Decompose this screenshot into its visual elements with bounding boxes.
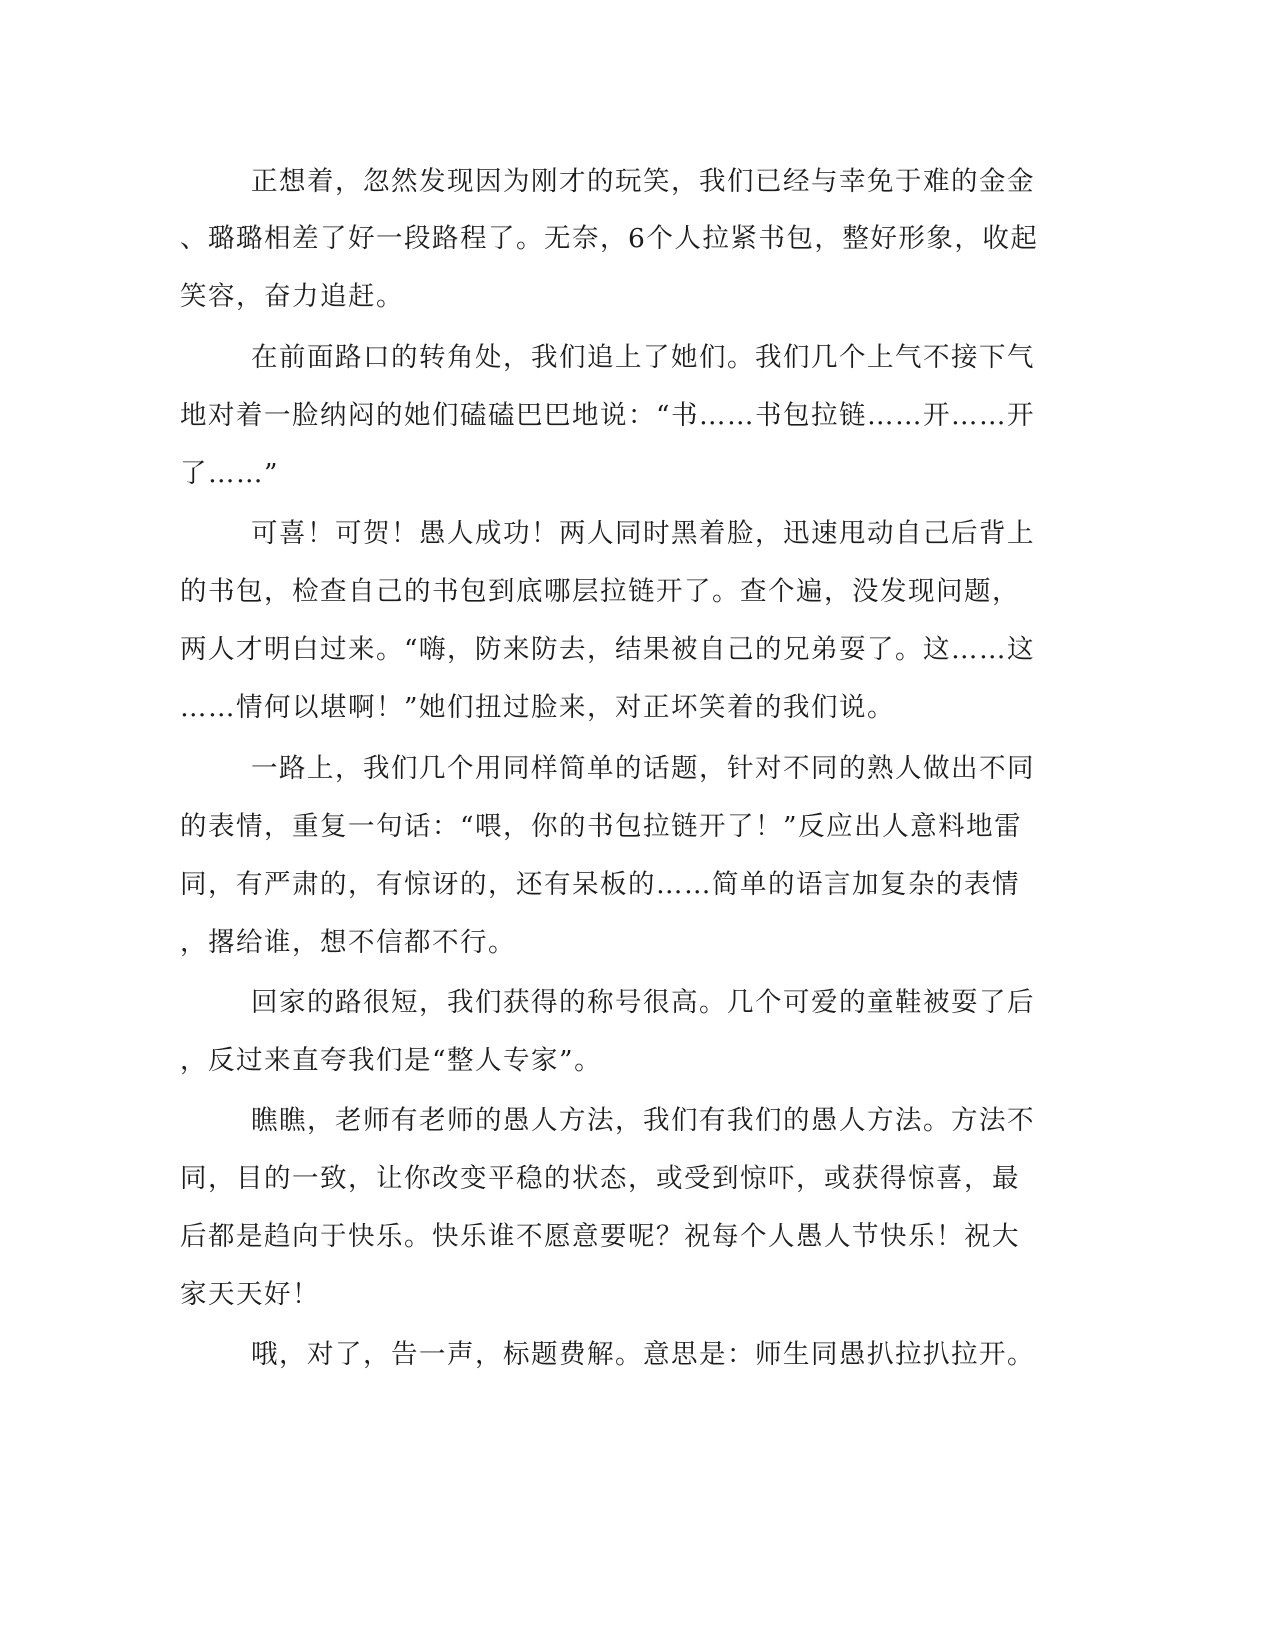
paragraph-3-line-1: 可喜！可贺！愚人成功！两人同时黑着脸，迅速甩动自己后背上 xyxy=(251,518,1035,549)
paragraph-2-line-2: 地对着一脸纳闷的她们磕磕巴巴地说：“书……书包拉链……开……开 xyxy=(180,400,1036,431)
paragraph-4-line-3: 同，有严肃的，有惊讶的，还有呆板的……简单的语言加复杂的表情 xyxy=(180,869,1020,900)
paragraph-1-line-3: 笑容，奋力追赶。 xyxy=(180,281,404,312)
paragraph-4-line-1: 一路上，我们几个用同样简单的话题，针对不同的熟人做出不同 xyxy=(251,753,1035,784)
paragraph-3-line-3: 两人才明白过来。“嗨，防来防去，结果被自己的兄弟耍了。这……这 xyxy=(180,634,1036,665)
paragraph-3-line-4: ……情何以堪啊！”她们扭过脸来，对正坏笑着的我们说。 xyxy=(180,692,896,723)
paragraph-6-line-3: 后都是趋向于快乐。快乐谁不愿意要呢？祝每个人愚人节快乐！祝大 xyxy=(180,1221,1020,1252)
paragraph-4-line-4: ，撂给谁，想不信都不行。 xyxy=(180,927,516,958)
paragraph-6-line-2: 同，目的一致，让你改变平稳的状态，或受到惊吓，或获得惊喜，最 xyxy=(180,1163,1020,1194)
paragraph-6-line-4: 家天天好！ xyxy=(180,1279,320,1310)
paragraph-5-line-1: 回家的路很短，我们获得的称号很高。几个可爱的童鞋被耍了后 xyxy=(251,987,1035,1018)
paragraph-1-line-1: 正想着，忽然发现因为刚才的玩笑，我们已经与幸免于难的金金 xyxy=(251,166,1035,197)
paragraph-4-line-2: 的表情，重复一句话：“喂，你的书包拉链开了！”反应出人意料地雷 xyxy=(180,811,1023,842)
paragraph-2-line-3: 了……” xyxy=(180,458,280,489)
paragraph-7-line-1: 哦，对了，告一声，标题费解。意思是：师生同愚扒拉扒拉开。 xyxy=(251,1339,1035,1370)
paragraph-2-line-1: 在前面路口的转角处，我们追上了她们。我们几个上气不接下气 xyxy=(251,342,1035,373)
paragraph-6-line-1: 瞧瞧，老师有老师的愚人方法，我们有我们的愚人方法。方法不 xyxy=(251,1105,1035,1136)
paragraph-1-line-2: 、璐璐相差了好一段路程了。无奈，6个人拉紧书包，整好形象，收起 xyxy=(180,223,1039,254)
paragraph-3-line-2: 的书包，检查自己的书包到底哪层拉链开了。查个遍，没发现问题， xyxy=(180,576,1020,607)
paragraph-5-line-2: ，反过来直夸我们是“整人专家”。 xyxy=(180,1045,603,1076)
